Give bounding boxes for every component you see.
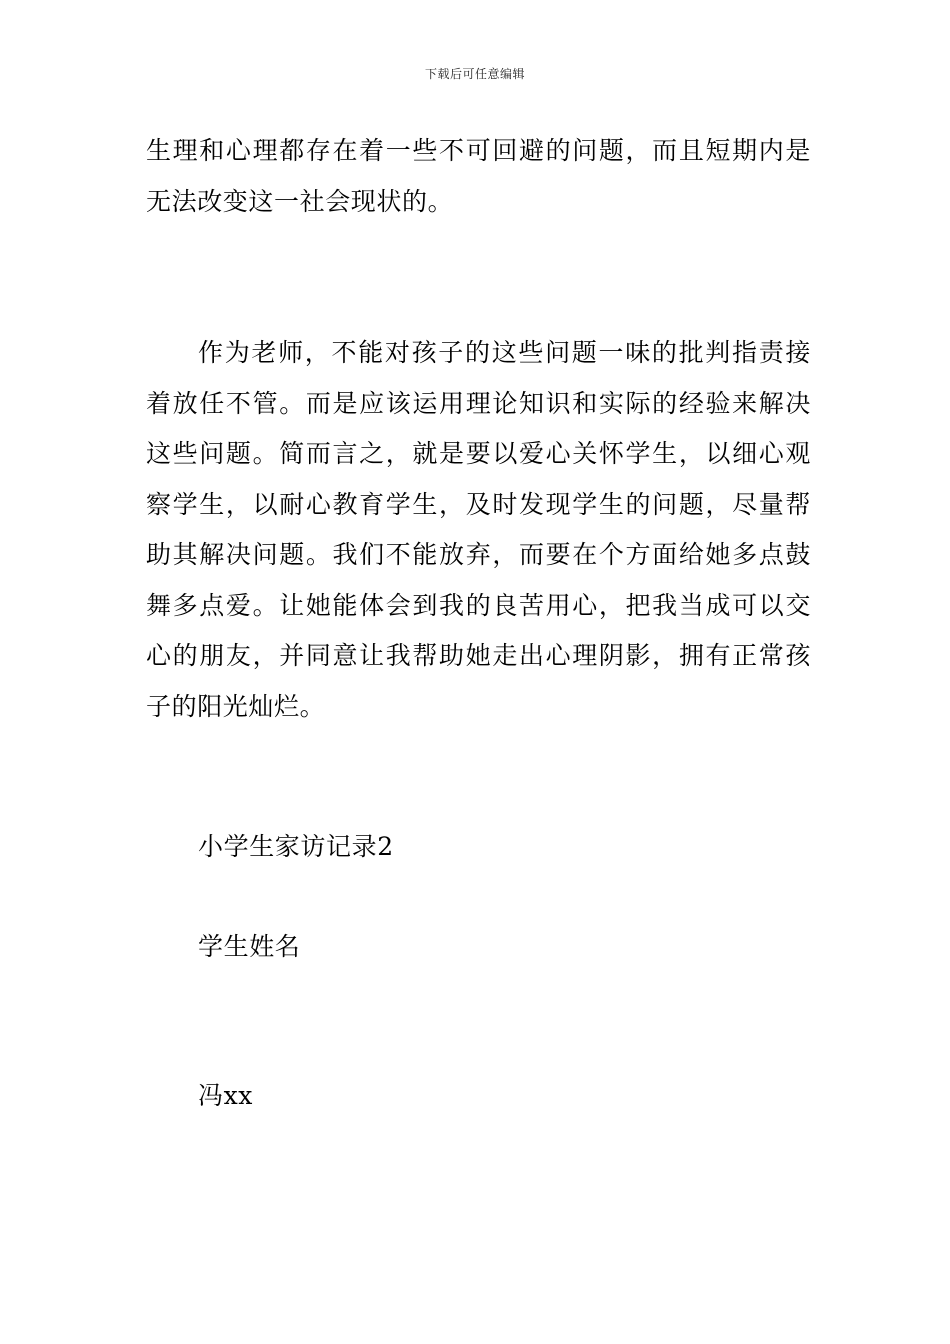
student-name-label: 学生姓名 [198, 932, 301, 961]
record-title: 小学生家访记录2 [198, 832, 394, 861]
page-header: 下载后可任意编辑 [424, 67, 525, 81]
paragraph-2: 作为老师，不能对孩子的这些问题一味的批判指责接着放任不管。而是应该运用理论知识和实际的经验来解决这些问题。简而言之，就是要以爱心关怀学生，以细心观察学生，以耐心教育学生，及时发现学生的问题，尽量帮助其解决问题。我们不能放弃，而要在个方面给她多点鼓舞多点爱。让她能体会到我的良苦用心，把我当成可以交心的朋友，并同意让我帮助她走出心理阴影，拥有正常孩子的阳光灿烂。 [146, 338, 811, 721]
paragraph-1: 生理和心理都存在着一些不可回避的问题，而且短期内是无法改变这一社会现状的。 [146, 136, 811, 216]
student-name-value: 冯xx [198, 1081, 253, 1110]
